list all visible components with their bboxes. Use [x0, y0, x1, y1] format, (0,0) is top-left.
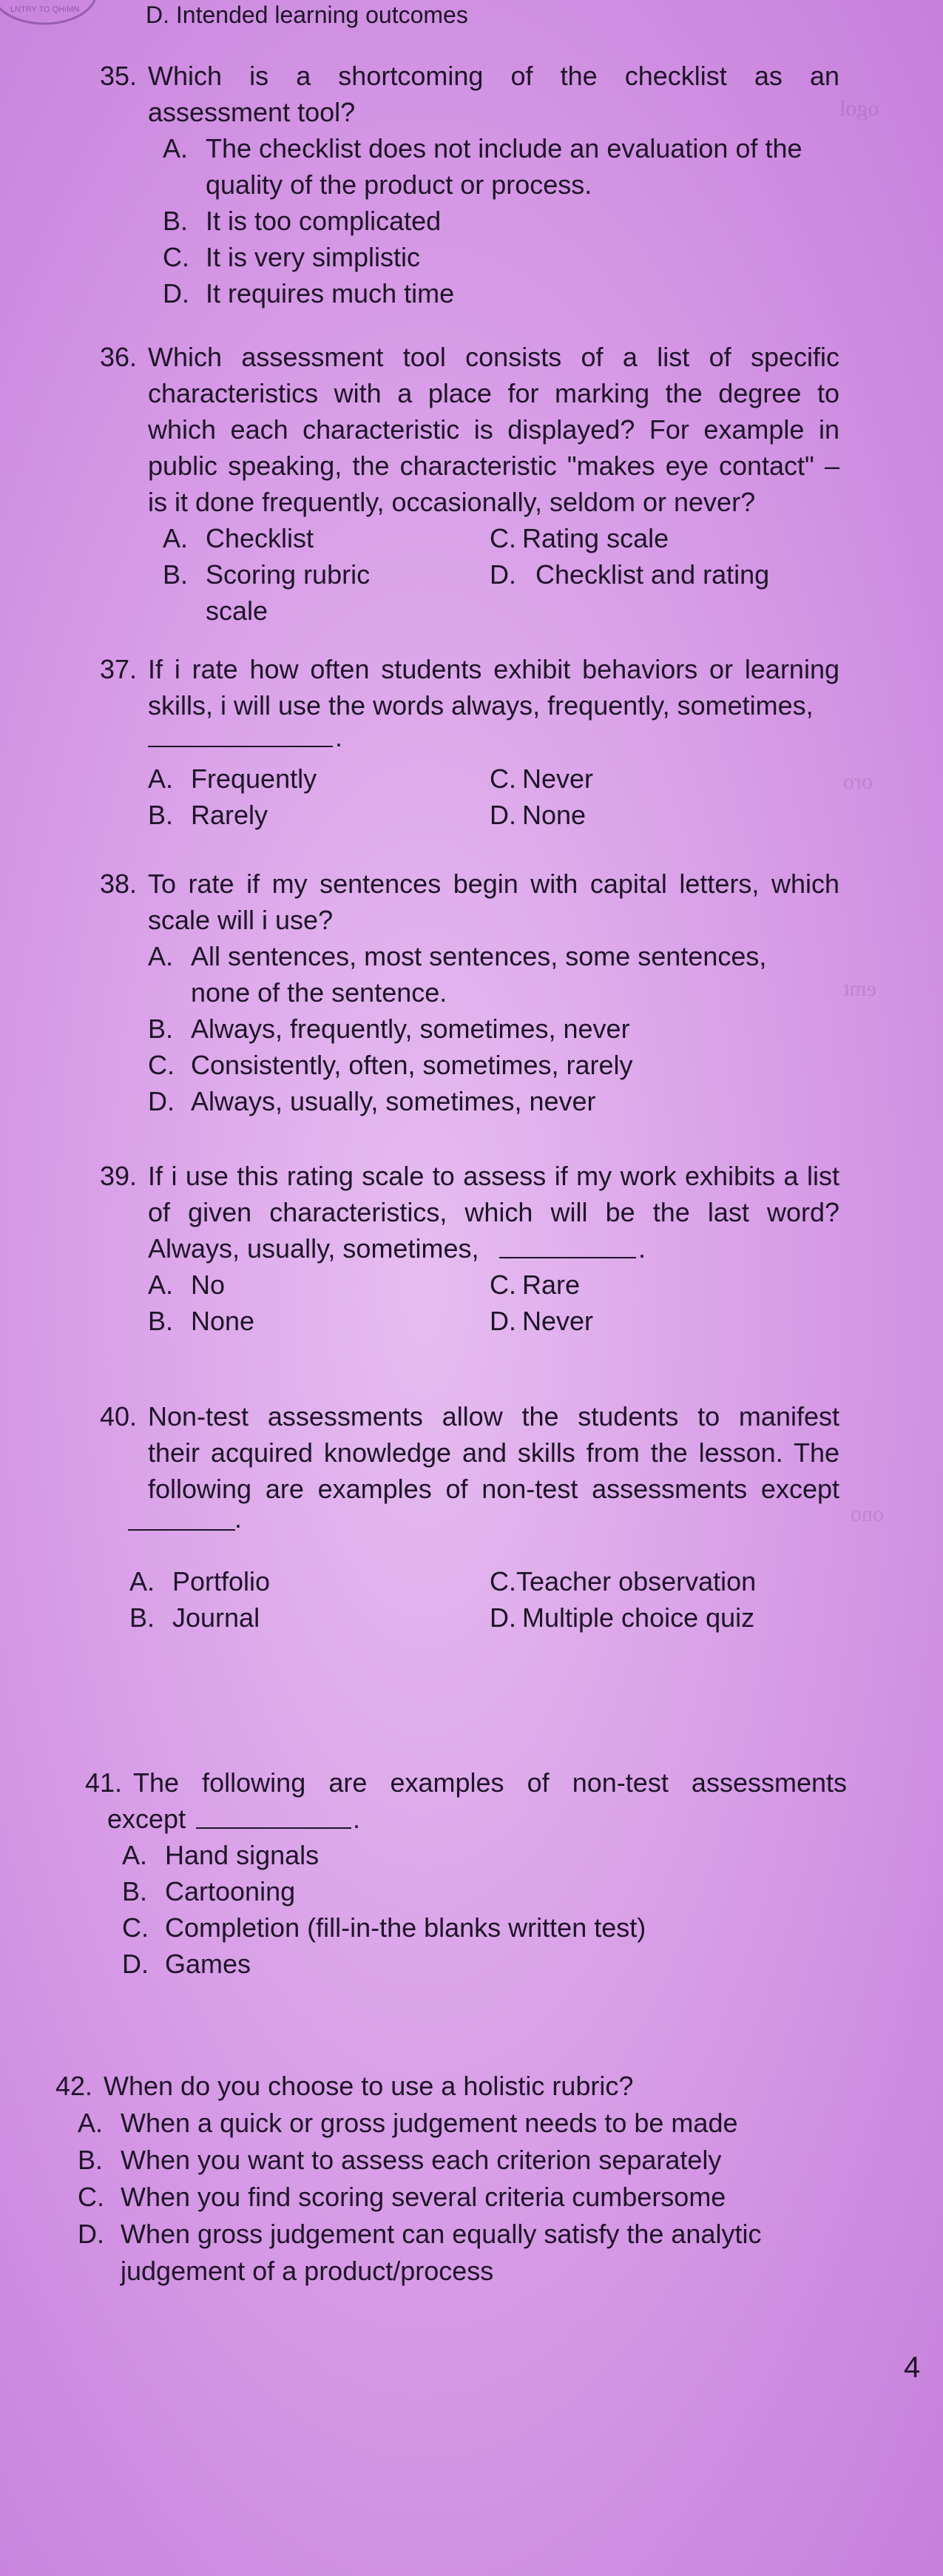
- stem-line: If i use this rating scale to assess if my work exhibits a list: [148, 1161, 839, 1191]
- option-letter: D.: [163, 278, 189, 308]
- stem-line: The following are examples of non-test assessments: [133, 1767, 847, 1798]
- option-text: All sentences, most sentences, some sentences,: [191, 941, 767, 971]
- option-text: Never: [522, 763, 594, 794]
- option-b[interactable]: [129, 1599, 260, 1636]
- stem-line: characteristics with a place for marking the degree to: [148, 378, 839, 408]
- stem-line: scale will i use?: [148, 905, 334, 935]
- option-a[interactable]: [148, 938, 766, 974]
- question-39: 39. If i use this rating scale to assess if my work exhibits a list of given characteristics, which will be the last word? Always, usually, sometimes, . A. No C. Rare B. None D. Never: [100, 1158, 839, 1380]
- option-d[interactable]: [163, 275, 454, 311]
- stem-line: Non-test assessments allow the students to manifest: [148, 1401, 839, 1432]
- option-text: Rare: [522, 1270, 581, 1300]
- option-d[interactable]: [490, 1599, 754, 1636]
- option-letter: D.: [490, 800, 516, 830]
- stem-line: To rate if my sentences begin with capital letters, which: [148, 869, 839, 899]
- option-letter: A.: [163, 133, 189, 163]
- option-text: It requires much time: [206, 278, 455, 308]
- stem-line: except: [107, 1804, 186, 1834]
- option-letter: C.: [148, 1050, 175, 1080]
- option-text: None: [522, 800, 587, 830]
- option-letter: B.: [148, 1306, 174, 1336]
- carryover-option-d: D. Intended learning outcomes: [146, 1, 468, 28]
- option-b[interactable]: [163, 203, 441, 239]
- stem-line: public speaking, the characteristic "makes eye contact" –: [148, 451, 839, 481]
- option-text: Multiple choice quiz: [522, 1602, 755, 1633]
- stem-line: Always, usually, sometimes,: [148, 1233, 479, 1264]
- option-text: Consistently, often, sometimes, rarely: [191, 1050, 633, 1080]
- option-text: No: [191, 1270, 226, 1300]
- option-letter: D.: [490, 1602, 516, 1633]
- option-letter: A.: [122, 1840, 148, 1870]
- option-letter: A.: [129, 1566, 155, 1596]
- option-b[interactable]: [163, 556, 370, 593]
- option-letter: B.: [78, 2145, 104, 2175]
- option-letter: B.: [163, 206, 189, 236]
- option-text: Rating scale: [522, 523, 669, 553]
- option-b-continued: [206, 593, 268, 629]
- option-letter: A.: [148, 763, 174, 794]
- option-letter: D.: [148, 1086, 175, 1116]
- option-a[interactable]: [163, 520, 314, 556]
- option-a[interactable]: [122, 1837, 319, 1873]
- bleed-through-texture: ogol: [839, 96, 879, 121]
- option-c[interactable]: [490, 1267, 580, 1303]
- question-number: 39.: [100, 1161, 138, 1191]
- option-letter: A.: [148, 941, 174, 971]
- question-number: 36.: [100, 342, 138, 372]
- option-text: Always, usually, sometimes, never: [191, 1086, 596, 1116]
- stem-line: of given characteristics, which will be the last word?: [148, 1197, 839, 1227]
- stem-line: Which assessment tool consists of a list of specific: [148, 342, 839, 372]
- option-letter: C.: [78, 2182, 104, 2212]
- option-a-continued: [206, 166, 592, 203]
- bleed-through-texture: emt: [843, 977, 876, 1001]
- stem-line: is it done frequently, occasionally, seldom or never?: [148, 487, 756, 517]
- option-text: Rarely: [191, 800, 268, 830]
- option-text: When you want to assess each criterion separately: [121, 2145, 722, 2175]
- option-c[interactable]: [78, 2179, 726, 2215]
- option-text: When a quick or gross judgement needs to be made: [121, 2108, 738, 2138]
- option-text: Scoring rubric: [206, 559, 371, 590]
- option-letter: A.: [163, 523, 189, 553]
- option-a[interactable]: [163, 130, 802, 166]
- option-b[interactable]: [148, 1303, 254, 1339]
- option-a[interactable]: [129, 1563, 270, 1599]
- option-b[interactable]: [78, 2142, 721, 2178]
- bleed-through-texture: ono: [851, 1502, 884, 1526]
- option-text: scale: [206, 596, 268, 626]
- option-d[interactable]: [490, 797, 586, 833]
- option-text: The checklist does not include an evaluation of the: [206, 133, 802, 163]
- option-a[interactable]: [148, 1267, 225, 1303]
- option-text: Never: [522, 1306, 594, 1336]
- question-number: 38.: [100, 869, 138, 899]
- option-d-continued: [121, 2253, 493, 2289]
- option-text: It is too complicated: [206, 206, 442, 236]
- stem-line: Which is a shortcoming of the checklist as an: [148, 61, 839, 91]
- option-letter: D.: [490, 1306, 516, 1336]
- option-text: C.Teacher observation: [490, 1566, 757, 1596]
- option-text: Hand signals: [165, 1840, 320, 1870]
- option-c[interactable]: [148, 1047, 633, 1083]
- option-a[interactable]: [148, 761, 317, 797]
- option-c[interactable]: [490, 520, 669, 556]
- option-letter: D.: [490, 559, 516, 590]
- option-text: quality of the product or process.: [206, 169, 592, 200]
- option-letter: A.: [148, 1270, 174, 1300]
- option-letter: A.: [78, 2108, 104, 2138]
- question-40: 40. Non-test assessments allow the students to manifest their acquired knowledge and skills from the lesson. The following are examples of non-test assessments except . A. Portfolio C.Teacher observation B. Journal D. Multiple choice quiz: [100, 1398, 839, 1650]
- question-42: [55, 2068, 869, 2304]
- page-number: 4: [904, 2351, 921, 2384]
- option-c[interactable]: [122, 1909, 646, 1946]
- option-text: Checklist and rating: [535, 559, 770, 590]
- option-text: When gross judgement can equally satisfy the analytic: [121, 2219, 762, 2249]
- option-text: Completion (fill-in-the blanks written test): [165, 1912, 646, 1943]
- option-letter: D.: [122, 1949, 149, 1979]
- option-text: Cartooning: [165, 1876, 296, 1906]
- option-text: judgement of a product/process: [121, 2256, 494, 2286]
- question-number: 42.: [55, 2071, 93, 2101]
- option-letter: B.: [122, 1876, 148, 1906]
- school-seal-logo: [0, 0, 111, 28]
- question-number: 41.: [85, 1767, 123, 1798]
- bleed-through-texture: oro: [843, 769, 873, 794]
- stem-line: which each characteristic is displayed? For example in: [148, 414, 839, 445]
- option-letter: C.: [490, 1270, 516, 1300]
- option-letter: B.: [163, 559, 189, 590]
- option-letter: C.: [490, 523, 516, 553]
- option-text: It is very simplistic: [206, 242, 421, 272]
- answer-blank-line[interactable]: [499, 1230, 636, 1258]
- option-b[interactable]: [122, 1873, 295, 1909]
- option-d[interactable]: [78, 2216, 761, 2252]
- question-38: [100, 866, 839, 1139]
- option-text: Journal: [172, 1602, 260, 1633]
- stem-line: If i rate how often students exhibit behaviors or learning: [148, 654, 839, 684]
- option-letter: B.: [129, 1602, 155, 1633]
- option-d[interactable]: [490, 1303, 593, 1339]
- option-text: None: [191, 1306, 255, 1336]
- option-d[interactable]: [490, 556, 769, 593]
- question-41: 41. The following are examples of non-test assessments except . A. Hand signals B. Cartooning C. Completion (fill-in-the blanks written test) D. Games: [85, 1764, 847, 2016]
- question-35: [100, 58, 839, 309]
- question-36: [100, 339, 839, 627]
- option-text: Portfolio: [172, 1566, 271, 1596]
- option-letter: B.: [148, 800, 174, 830]
- stem-line: following are examples of non-test assessments except: [148, 1474, 839, 1504]
- option-text: Frequently: [191, 763, 317, 794]
- question-number: 35.: [100, 61, 138, 91]
- question-number: 37.: [100, 654, 138, 684]
- answer-blank-line[interactable]: [196, 1801, 351, 1829]
- option-letter: D.: [78, 2219, 104, 2249]
- option-a[interactable]: [78, 2105, 738, 2141]
- option-b[interactable]: [148, 1011, 630, 1047]
- option-text: Games: [165, 1949, 251, 1979]
- option-text: When you find scoring several criteria cumbersome: [121, 2182, 726, 2212]
- stem-line: When do you choose to use a holistic rubric?: [104, 2071, 634, 2101]
- option-c[interactable]: [163, 239, 420, 275]
- option-c[interactable]: [490, 1563, 756, 1599]
- stem-line: assessment tool?: [148, 97, 356, 127]
- question-37: 37. If i rate how often students exhibit behaviors or learning skills, i will use the words always, frequently, sometimes, . A. Frequently C. Never B. Rarely D. None: [100, 651, 839, 843]
- answer-blank-line[interactable]: [148, 724, 333, 747]
- option-d[interactable]: [148, 1083, 596, 1119]
- option-c[interactable]: [490, 761, 593, 797]
- option-letter: C.: [163, 242, 189, 272]
- stem-line: skills, i will use the words always, frequently, sometimes,: [148, 690, 814, 721]
- seal-text: LNTRY TO QHIMN: [10, 5, 80, 14]
- option-text: none of the sentence.: [191, 977, 447, 1008]
- option-b[interactable]: [148, 797, 268, 833]
- option-letter: C.: [490, 763, 516, 794]
- option-d[interactable]: [122, 1946, 251, 1982]
- option-a-continued: [191, 974, 447, 1011]
- option-letter: B.: [148, 1014, 174, 1044]
- option-text: Always, frequently, sometimes, never: [191, 1014, 630, 1044]
- question-number: 40.: [100, 1401, 138, 1432]
- option-letter: C.: [122, 1912, 149, 1943]
- stem-line: their acquired knowledge and skills from the lesson. The: [148, 1437, 839, 1468]
- option-text: Checklist: [206, 523, 314, 553]
- answer-blank-line[interactable]: [128, 1507, 235, 1531]
